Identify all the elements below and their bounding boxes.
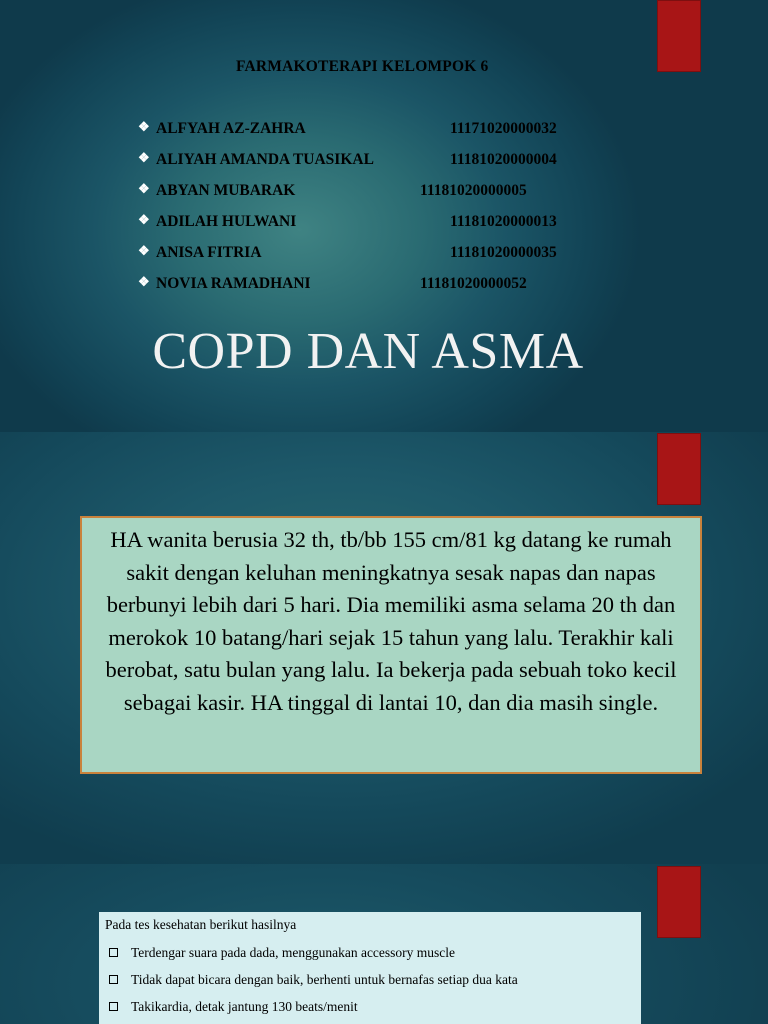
member-name: ADILAH HULWANI — [156, 213, 297, 230]
square-bullet-icon — [109, 1002, 118, 1011]
diamond-bullet-icon: ❖ — [138, 212, 150, 227]
slide-case — [0, 432, 768, 864]
list-item — [105, 993, 635, 1020]
test-results-box — [99, 912, 641, 1024]
results-intro: Pada tes kesehatan berikut hasilnya — [105, 917, 297, 932]
result-text: Terdengar suara pada dada, menggunakan accessory muscle — [131, 945, 456, 960]
member-nim: 11181020000013 — [450, 213, 557, 230]
diamond-bullet-icon: ❖ — [138, 150, 150, 165]
member-name: NOVIA RAMADHANI — [156, 275, 311, 292]
diamond-bullet-icon: ❖ — [138, 274, 150, 289]
member-nim: 11171020000032 — [450, 120, 557, 137]
member-name: ABYAN MUBARAK — [156, 182, 296, 199]
square-bullet-icon — [109, 975, 118, 984]
case-description-text: HA wanita berusia 32 th, tb/bb 155 cm/81 kg datang ke rumah sakit dengan keluhan meningkatnya sesak napas dan napas berbunyi lebih dari 5 hari. Dia memiliki asma selama 20 th dan merokok 10 batang/hari sejak 15 tahun yang lalu. Terakhir kali berobat, satu bulan yang lalu. Ia bekerja pada sebuah toko kecil sebagai kasir. HA tinggal di lantai 10, dan dia masih single. — [105, 527, 677, 715]
member-nim: 11181020000005 — [420, 182, 527, 199]
group-title: FARMAKOTERAPI KELOMPOK 6 — [236, 58, 489, 75]
slide-title — [0, 0, 768, 432]
member-name: ALIYAH AMANDA TUASIKAL — [156, 151, 374, 168]
results-list — [105, 939, 635, 1020]
red-accent-bar — [657, 0, 701, 72]
diamond-bullet-icon: ❖ — [138, 119, 150, 134]
list-item — [105, 966, 635, 993]
diamond-bullet-icon: ❖ — [138, 181, 150, 196]
red-accent-bar — [657, 433, 701, 505]
member-nim: 11181020000035 — [450, 244, 557, 261]
member-nim: 11181020000052 — [420, 275, 527, 292]
member-name: ALFYAH AZ-ZAHRA — [156, 120, 306, 137]
member-nim: 11181020000004 — [450, 151, 557, 168]
square-bullet-icon — [109, 948, 118, 957]
slide-main-title: COPD DAN ASMA — [152, 323, 584, 380]
case-description-box — [80, 516, 702, 774]
red-accent-bar — [657, 866, 701, 938]
result-text: Tidak dapat bicara dengan baik, berhenti untuk bernafas setiap dua kata — [131, 972, 518, 987]
member-name: ANISA FITRIA — [156, 244, 262, 261]
diamond-bullet-icon: ❖ — [138, 243, 150, 258]
result-text: Takikardia, detak jantung 130 beats/menit — [131, 999, 358, 1014]
slide-results — [0, 864, 768, 1024]
list-item — [105, 939, 635, 966]
